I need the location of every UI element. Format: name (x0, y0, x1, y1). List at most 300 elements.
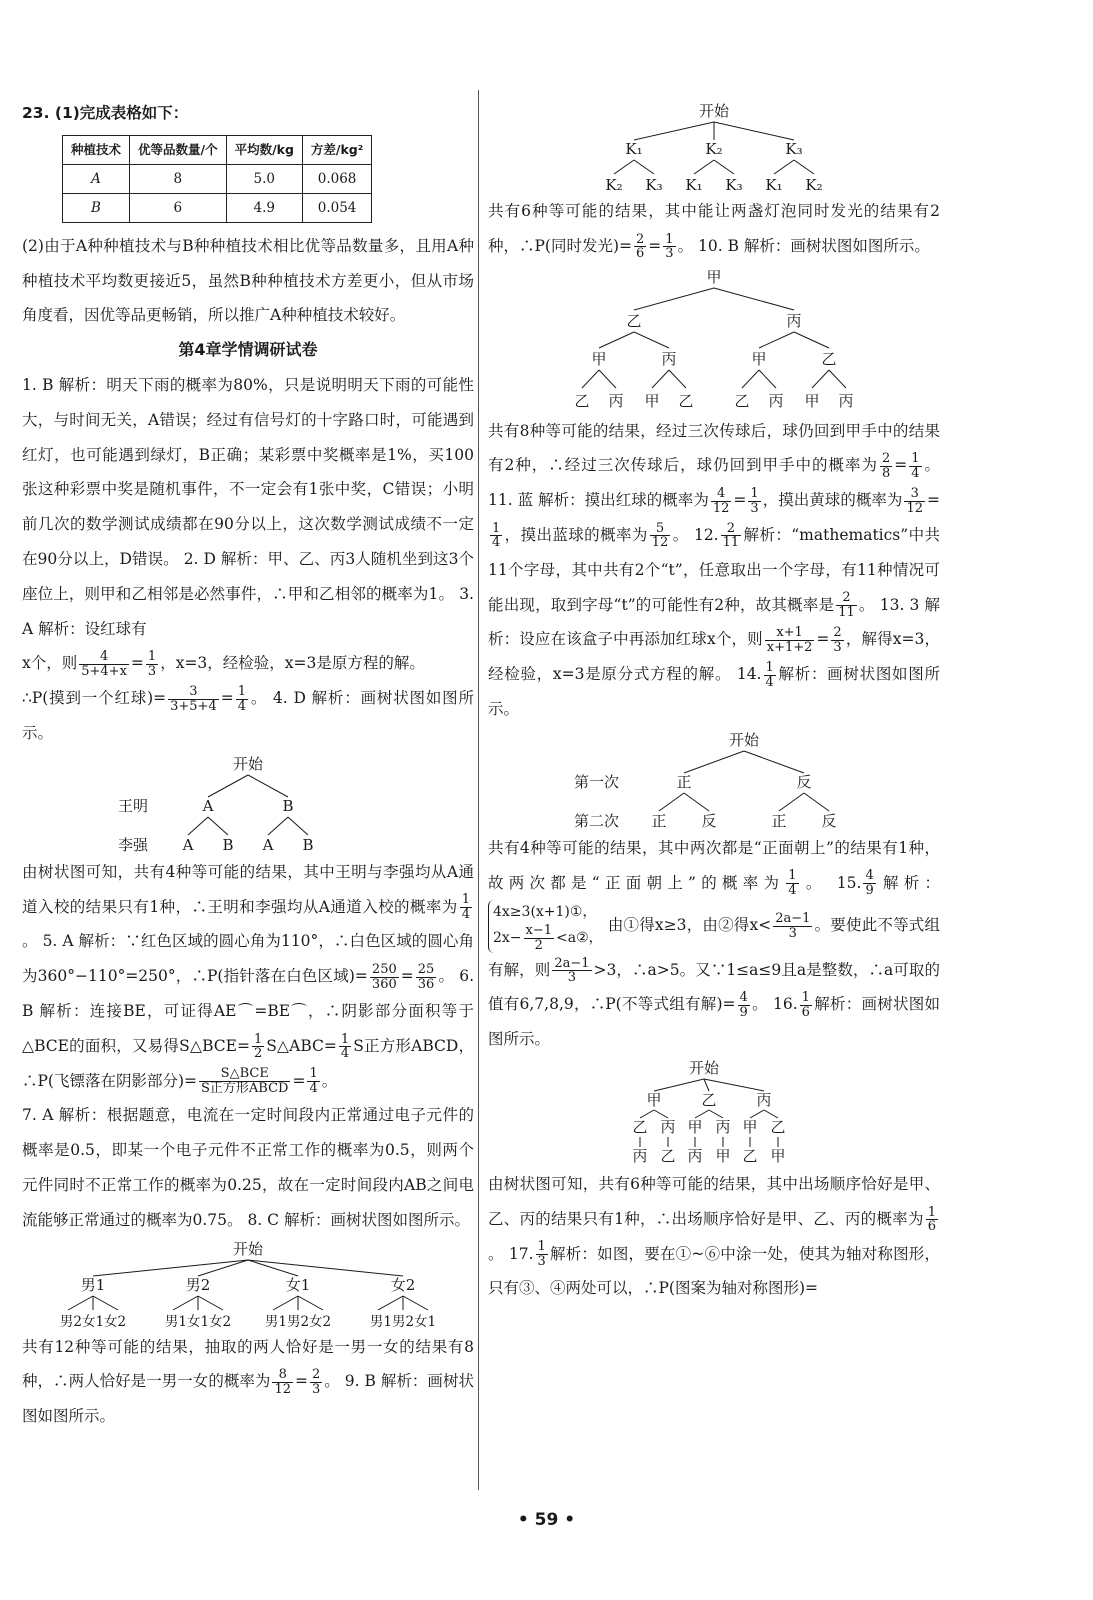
answer-3-probability (22, 681, 474, 751)
fraction (863, 869, 875, 897)
tree-node: 男2 (185, 1275, 211, 1294)
fraction (168, 685, 219, 713)
text-span: 。 11. 蓝 解析：摸出红球的概率为 (488, 456, 940, 510)
tree-edge (173, 1296, 198, 1310)
inequality-system (488, 900, 603, 952)
fraction (721, 522, 742, 550)
tree-edge (812, 370, 829, 388)
table-row (63, 164, 372, 193)
tree-edge (582, 370, 599, 388)
tree-edge (654, 1079, 704, 1091)
fraction (904, 487, 925, 515)
fraction (252, 1033, 264, 1061)
text-span: 共有8种等可能的结果，经过三次传球后，球仍回到甲手中的结果有2种，∴经过三次传球后，球仍回到甲手中的概率为 (488, 421, 940, 475)
tree-edge (714, 288, 794, 310)
fraction (880, 452, 892, 480)
tree-node: 女1 (285, 1275, 311, 1294)
tree-node: 正 (771, 811, 787, 830)
text-span: = (733, 491, 747, 510)
tree-node: 乙 (701, 1091, 717, 1110)
tree-root: 甲 (706, 267, 722, 286)
tree-node: K₂ (705, 140, 723, 158)
tree-diagram-q8 (28, 1238, 468, 1330)
numerator: 1 (537, 1239, 546, 1255)
text-span: = (292, 1071, 306, 1090)
text-span: 。 16. (751, 995, 798, 1014)
text-span: 解析：画树状图如图所示。 (488, 665, 940, 718)
denominator: 3 (311, 1381, 321, 1397)
denominator: 4 (911, 465, 920, 481)
tree-edge (654, 1110, 668, 1118)
numerator: 1 (765, 660, 774, 676)
numerator: S△BCE (199, 1067, 290, 1082)
answers-8-9 (22, 1330, 474, 1434)
numerator: 1 (665, 231, 674, 247)
table-row (63, 193, 372, 222)
numerator: 25 (417, 962, 435, 977)
text-span: ∴P(摸到一个红球)= (22, 689, 167, 708)
numerator: 1 (340, 1031, 350, 1047)
tree-edge (714, 122, 794, 140)
tree-diagram-q9 (564, 100, 864, 194)
text-span: 共有6种等可能的结果，其中能让两盏灯泡同时发光的结果有2种，∴P(同时发光)= (488, 202, 940, 255)
text-span: 。 5. A 解析：∵红色区域的圆心角为110°，∴白色区域的圆心角为360°−110°=250°，∴P(指针落在白色区域)= (22, 932, 474, 986)
fraction (490, 522, 502, 550)
tree-node: 丙 (786, 311, 802, 330)
text-span: 。 13. 3 解析：设应在该盒子中再添加红球x个，则 (488, 595, 940, 649)
fraction (460, 893, 472, 921)
tree-node: B (222, 835, 234, 854)
tree-edge (804, 793, 829, 811)
numerator: 1 (911, 451, 920, 467)
tree-node: 反 (796, 772, 812, 791)
tree-root: 开始 (728, 730, 760, 749)
tree-edge (208, 775, 248, 797)
numerator: 2 (721, 522, 742, 537)
tree-edge (599, 332, 634, 348)
tree-edge (794, 160, 814, 174)
answers-4-6 (22, 855, 474, 1099)
denominator: 4 (340, 1046, 350, 1062)
fraction (552, 957, 591, 985)
numerator: 5 (650, 522, 671, 537)
fraction (836, 591, 857, 619)
fraction (765, 626, 815, 654)
tree-edge (93, 1260, 248, 1276)
q23-part2: (2)由于A种种植技术与B种种植技术相比优等品数量多，且用A种种植技术平均数更接近5，虽然B种种植技术方差更小，但从市场角度看，因优等品更畅销，所以推广A种种植技术较好。 (22, 236, 474, 325)
tree-edge (298, 1296, 323, 1310)
tree-edge (759, 370, 776, 388)
table-header-row (63, 135, 372, 164)
column-divider (478, 90, 479, 1490)
tree-edge (208, 817, 228, 835)
tree-row-label: 第一次 (574, 772, 620, 791)
tree-edge (248, 1260, 403, 1276)
denominator: 4 (788, 883, 797, 899)
fraction (272, 1368, 293, 1396)
numerator: 1 (750, 486, 759, 502)
tree-node: 男1男2女1 (369, 1313, 437, 1330)
results-table (62, 135, 372, 223)
tree-node: 男1 (80, 1275, 106, 1294)
tree-node: 丙 (715, 1118, 731, 1137)
tree-node: K₁ (685, 176, 703, 194)
table-cell: A (63, 164, 130, 193)
numerator: 4 (711, 487, 732, 502)
numerator: 2 (881, 451, 891, 467)
numerator: 1 (237, 684, 247, 700)
tree-edge (684, 793, 709, 811)
text-span: = (816, 630, 830, 649)
numerator: 1 (147, 649, 157, 665)
denominator: 3 (833, 639, 842, 655)
tree-edge (750, 1110, 764, 1118)
fraction (634, 233, 646, 261)
text-span: ，解得x=3，经检验，x=3是原分式方程的解。 14. (488, 630, 940, 684)
fraction (199, 1067, 290, 1095)
tree-node: K₂ (605, 176, 623, 194)
denominator: 3 (537, 1254, 546, 1270)
table-header-cell: 平均数/kg (226, 135, 302, 164)
numerator: 250 (371, 962, 397, 977)
table-cell: B (63, 193, 130, 222)
fraction (339, 1033, 351, 1061)
text-span: = (648, 236, 662, 255)
tree-node: 乙 (742, 1147, 758, 1166)
answers-7-8: 7. A 解析：根据题意，电流在一定时间段内正常通过电子元件的概率是0.5，即某一个电子元件不正常工作的概率为0.5，则两个元件同时不正常工作的概率为0.25，故在一定时间段内AB之间电流能够正常通过的概率为0.75。 8. C 解析：画树状图如图所示。 (22, 1106, 474, 1229)
tree-edge (634, 122, 714, 140)
numerator: 2 (833, 625, 842, 641)
denominator: 36 (417, 976, 435, 992)
text-span: 解析： (877, 873, 941, 892)
left-column (22, 96, 474, 1434)
denominator: 9 (865, 883, 874, 899)
denominator: 11 (838, 605, 855, 621)
tree-node: 乙 (632, 1118, 648, 1137)
tree-root: 开始 (698, 102, 730, 120)
text-span: = (926, 491, 940, 510)
numerator: 8 (272, 1368, 293, 1383)
text-span: S△ABC= (266, 1036, 337, 1055)
text-span: ，摸出蓝球的概率为 (504, 525, 648, 544)
tree-node: A (262, 835, 274, 854)
tree-edge (709, 1110, 723, 1118)
tree-node: 甲 (804, 391, 820, 410)
denominator: 5+4+x (81, 663, 127, 679)
text-span: 。 4. D 解析：画树状图如图所示。 (22, 689, 475, 742)
tree-node: 正 (651, 811, 667, 830)
numerator: 3 (904, 487, 925, 502)
tree-node: K₁ (625, 140, 643, 158)
tree-node: 乙 (734, 391, 750, 410)
answers-16-17 (488, 1167, 940, 1306)
tree-node: K₃ (725, 176, 743, 194)
table-header-cell: 方差/kg² (302, 135, 371, 164)
right-column (488, 100, 940, 1306)
tree-edge (744, 751, 804, 773)
fraction (909, 452, 921, 480)
tree-diagram-q4 (98, 751, 398, 855)
fraction (536, 1240, 548, 1268)
numerator: 1 (492, 520, 501, 536)
tree-node: 正 (676, 772, 692, 791)
table-cell: 0.068 (302, 164, 371, 193)
text-span: >3，∴a>5。又∵1≤a≤9且a是整数，∴a可取的值有6,7,8,9，∴P(不等式组有解)= (488, 960, 940, 1014)
denominator: 8 (881, 465, 891, 481)
numerator: 1 (309, 1066, 318, 1082)
text-span: 共有12种等可能的结果，抽取的两人恰好是一男一女的结果有8种，∴两人恰好是一男一女的概率为 (22, 1337, 474, 1391)
tree-node: 乙 (626, 311, 642, 330)
tree-node: 丙 (632, 1147, 648, 1166)
text-span: = (400, 967, 414, 986)
tree-edge (634, 288, 714, 310)
fraction (748, 487, 760, 515)
text-span: 。 9. B 解析：画树状图如图所示。 (22, 1372, 474, 1426)
fraction (800, 991, 812, 1019)
tree-edge (742, 370, 759, 388)
fraction (370, 963, 399, 991)
tree-node: B (302, 835, 314, 854)
tree-edge (198, 1296, 223, 1310)
tree-node: K₃ (645, 176, 663, 194)
text-span: 。 15. (800, 873, 862, 892)
tree-row-label: 王明 (118, 796, 149, 815)
text-span: x个，则 (22, 654, 78, 673)
tree-root: 开始 (232, 1239, 264, 1258)
tree-edge (774, 160, 794, 174)
text-span: 。 12. (672, 525, 719, 544)
tree-edge (248, 775, 288, 797)
tree-edge (599, 370, 616, 388)
tree-node: K₃ (785, 140, 803, 158)
denominator: 9 (739, 1004, 748, 1020)
text-span: 解析：如图，要在①~⑥中涂一处，使其为轴对称图形，只有③、④两处可以，∴P(图案为轴对称图形)= (488, 1244, 940, 1298)
denominator: S正方形ABCD (201, 1081, 289, 1097)
table-header-cell: 优等品数量/个 (130, 135, 227, 164)
text-span: 共有4种等可能的结果，其中两次都是“正面朝上”的结果有1种，故两次都是“正面朝上”的概率为 (488, 838, 940, 892)
tree-edge (188, 817, 208, 835)
inequality-line (493, 924, 603, 952)
tree-node: 甲 (742, 1118, 758, 1137)
denominator: 3+5+4 (170, 698, 217, 714)
text-span: 由树状图可知，共有6种等可能的结果，其中出场顺序恰好是甲、乙、丙的结果只有1种，∴出场顺序恰好是甲、乙、丙的概率为 (488, 1175, 940, 1228)
tree-edge (829, 370, 846, 388)
denominator: 4 (237, 698, 247, 714)
fraction (926, 1206, 938, 1234)
fraction (773, 912, 812, 940)
numerator: 4 (865, 868, 874, 884)
numerator: 2 (636, 231, 645, 247)
table-cell: 6 (130, 193, 227, 222)
tree-edge (695, 1110, 709, 1118)
q23-heading: 23. (1)完成表格如下： (22, 104, 189, 122)
tree-edge (403, 1296, 428, 1310)
inequality-line: 4x≥3(x+1)①， (493, 904, 597, 921)
denominator: 3 (788, 926, 797, 941)
denominator: 6 (927, 1219, 936, 1235)
fraction (711, 487, 732, 515)
tree-node: 丙 (768, 391, 784, 410)
tree-node: A (202, 796, 214, 815)
tree-edge (378, 1296, 403, 1310)
text-span: 。 6. B 解析：连接BE，可证得AE⌒=BE⌒，∴阴影部分面积等于△BCE的面积，又易得S△BCE= (22, 967, 474, 1055)
fraction (738, 991, 750, 1019)
fraction (764, 661, 776, 689)
text-span: <a②， (556, 930, 603, 947)
answers-1-3: 1. B 解析：明天下雨的概率为80%，只是说明明天下雨的可能性大，与时间无关，A错误；经过有信号灯的十字路口时，可能遇到红灯，也可能遇到绿灯，B正确；某彩票中奖概率是1%，买100张这种彩票中奖是随机事件，不一定会有1张中奖，C错误；小明前几次的数学测试成绩都在90分以上，这次数学测试成绩不一定在90分以上，D错误。 2. D 解析：甲、乙、丙3人随机坐到这3个座位上，则甲和乙相邻是必然事件，∴甲和乙相邻的概率为1。 3. A 解析：设红球有 (22, 375, 474, 638)
text-span: 解析：画树状图如图所示。 (488, 995, 940, 1049)
text-span: ，x=3，经检验，x=3是原方程的解。 (160, 654, 425, 673)
numerator: 3 (168, 685, 219, 700)
text-span: = (294, 1372, 308, 1391)
denominator: x+1+2 (766, 639, 813, 655)
numerator: 2 (311, 1367, 321, 1383)
numerator: 2 (836, 591, 857, 606)
tree-edge (288, 817, 308, 835)
tree-node: 丙 (608, 391, 624, 410)
tree-node: 丙 (660, 1118, 676, 1137)
tree-edge (764, 1110, 778, 1118)
tree-edge (93, 1296, 118, 1310)
tree-node: 甲 (646, 1091, 662, 1110)
denominator: 3 (665, 246, 674, 262)
denominator: 3 (750, 500, 759, 516)
fraction (146, 650, 158, 678)
numerator: 1 (801, 990, 810, 1006)
tree-node: 男1男2女2 (264, 1313, 332, 1330)
numerator: 1 (253, 1031, 263, 1047)
table-header-cell: 种植技术 (63, 135, 130, 164)
answer-3-equation (22, 646, 474, 681)
tree-edge (794, 332, 829, 348)
text-span: = (130, 654, 144, 673)
page-number: • 59 • (517, 1510, 576, 1530)
text-span: 。 17. (488, 1244, 534, 1263)
tree-edge (640, 1110, 654, 1118)
tree-node: 丙 (661, 349, 677, 368)
denominator: 3 (147, 663, 157, 679)
denominator: 11 (722, 535, 740, 551)
fraction (236, 685, 248, 713)
tree-edge (634, 160, 654, 174)
text-span: 。 10. B 解析：画树状图如图所示。 (677, 236, 930, 255)
tree-edge (614, 160, 634, 174)
tree-node: 男2女1女2 (59, 1313, 127, 1330)
tree-node: 甲 (644, 391, 660, 410)
tree-node: 反 (701, 811, 717, 830)
text-span: = (220, 689, 234, 708)
text-span: 。要使此不等式组有解，则 (488, 916, 940, 979)
numerator: 4 (79, 650, 129, 665)
table-cell: 8 (130, 164, 227, 193)
tree-node: 甲 (770, 1147, 786, 1166)
table-cell: 5.0 (226, 164, 302, 193)
answers-14-16 (488, 831, 940, 1057)
numerator: x+1 (765, 626, 815, 641)
denominator: 12 (274, 1381, 291, 1397)
denominator: 2 (534, 938, 543, 953)
tree-edge (268, 817, 288, 835)
numerator: x−1 (525, 923, 553, 939)
tree-edge (704, 1079, 764, 1091)
chapter-title: 第4章学情调研试卷 (178, 340, 318, 360)
denominator: 360 (371, 976, 397, 992)
tree-root: 开始 (232, 754, 264, 773)
tree-diagram-q10 (554, 264, 874, 414)
tree-node: 甲 (715, 1147, 731, 1166)
denominator: 12 (906, 500, 923, 516)
tree-edge (694, 160, 714, 174)
text-span: 。 (321, 1071, 338, 1090)
text-span: 由①得x≥3，由②得x< (607, 916, 772, 935)
denominator: 12 (712, 500, 730, 516)
numerator: 4 (739, 990, 748, 1006)
tree-diagram-q16 (594, 1057, 834, 1167)
tree-node: 甲 (687, 1118, 703, 1137)
tree-edge (273, 1296, 298, 1310)
denominator: 4 (309, 1081, 318, 1097)
tree-diagram-q14 (554, 727, 874, 831)
tree-edge (759, 332, 794, 348)
tree-edge (669, 370, 686, 388)
table-cell: 4.9 (226, 193, 302, 222)
denominator: 4 (492, 535, 501, 551)
fraction (307, 1067, 319, 1095)
denominator: 2 (253, 1046, 263, 1062)
tree-node: 乙 (678, 391, 694, 410)
denominator: 3 (567, 970, 577, 986)
fraction (650, 522, 671, 550)
fraction (786, 869, 798, 897)
table-cell: 0.054 (302, 193, 371, 222)
tree-node: 乙 (574, 391, 590, 410)
denominator: 12 (651, 535, 669, 551)
fraction (416, 963, 437, 991)
tree-edge (634, 332, 669, 348)
answers-9-10 (488, 194, 940, 264)
tree-node: 反 (821, 811, 837, 830)
tree-node: 乙 (660, 1147, 676, 1166)
fraction (310, 1368, 322, 1396)
tree-node: 女2 (390, 1275, 416, 1294)
text-span: 解析：“mathematics”中共11个字母，其中共有2个“t”，任意取出一个字母，有11种情况可能出现，取到字母“t”的可能性有2种，故其概率是 (488, 525, 940, 614)
tree-node: 丙 (687, 1147, 703, 1166)
text-span: 2x− (493, 930, 522, 947)
numerator: 1 (461, 892, 470, 908)
tree-node: 男1女1女2 (164, 1313, 232, 1330)
tree-node: 甲 (591, 349, 607, 368)
tree-edge (704, 1079, 709, 1091)
tree-edge (779, 793, 804, 811)
denominator: 4 (461, 907, 470, 923)
tree-node: B (282, 796, 294, 815)
tree-node: 丙 (838, 391, 854, 410)
fraction (79, 650, 129, 678)
answers-10-14 (488, 414, 940, 727)
denominator: 4 (765, 674, 774, 690)
tree-root: 开始 (688, 1059, 720, 1078)
tree-edge (652, 370, 669, 388)
tree-node: 乙 (770, 1118, 786, 1137)
numerator: 2a−1 (775, 911, 811, 927)
denominator: 6 (801, 1004, 810, 1020)
tree-node: K₂ (805, 176, 823, 194)
numerator: 2a−1 (554, 955, 590, 971)
tree-edge (684, 751, 744, 773)
text-span: ，摸出黄球的概率为 (762, 491, 903, 510)
denominator: 6 (636, 246, 645, 262)
tree-node: 丙 (756, 1091, 772, 1110)
